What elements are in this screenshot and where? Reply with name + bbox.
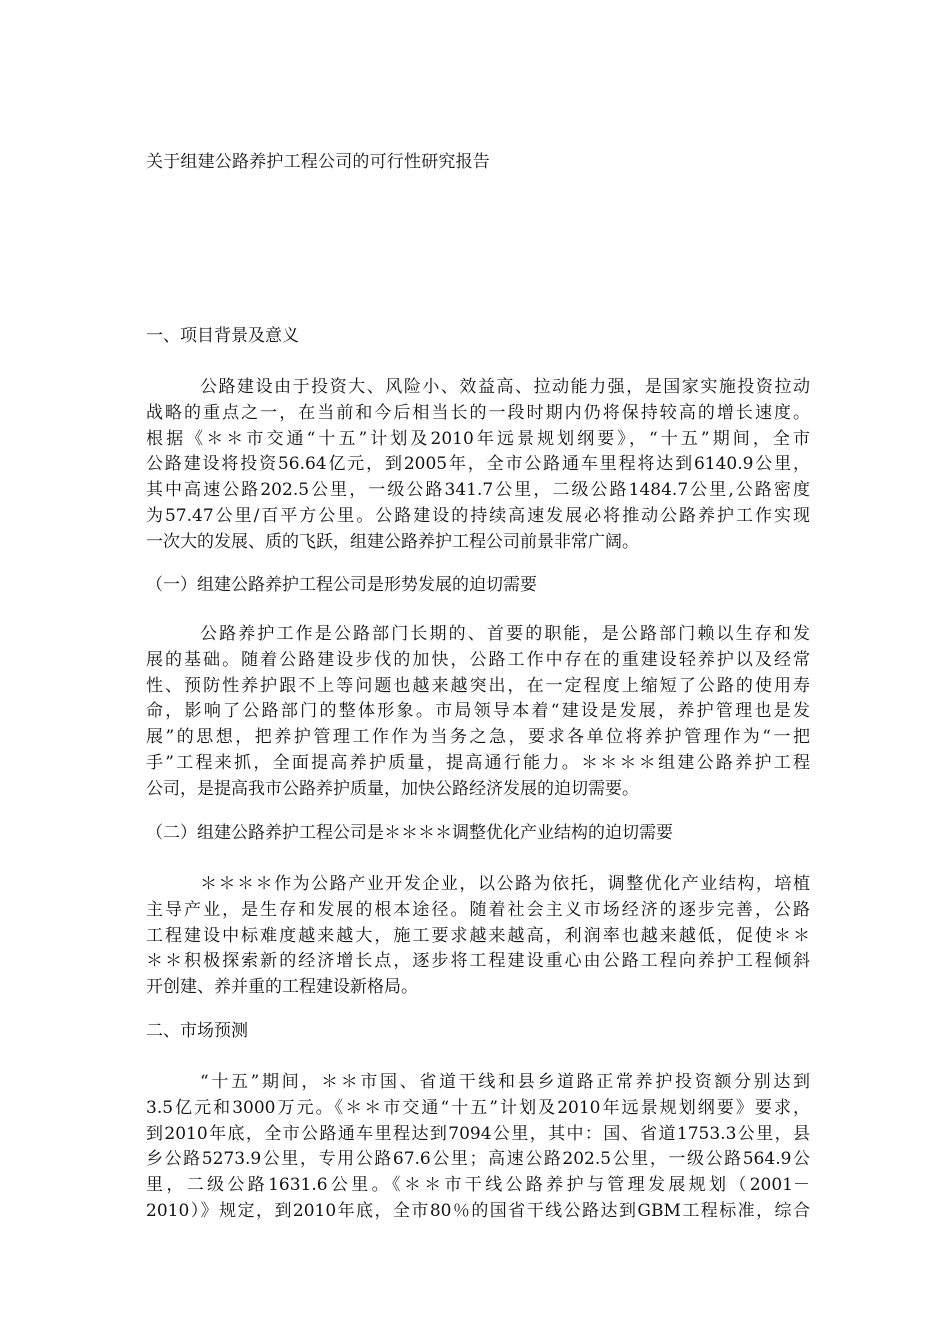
paragraph-line: 3.5亿元和3000万元。《＊＊市交通“十五”计划及2010年远景规划纲要》要求， <box>146 1097 810 1118</box>
subsection-heading-1: （一）组建公路养护工程公司是形势发展的迫切需要 <box>146 575 537 595</box>
paragraph-line: 主导产业，是生存和发展的根本途径。随着社会主义市场经济的逐步完善，公路 <box>146 899 810 920</box>
paragraph-line: 展”的思想，把养护管理工作作为当务之急，要求各单位将养护管理作为“一把 <box>146 727 810 748</box>
paragraph-line: 性、预防性养护跟不上等问题也越来越突出，在一定程度上缩短了公路的使用寿 <box>146 675 810 696</box>
paragraph-line: 到2010年底，全市公路通车里程达到7094公里，其中：国、省道1753.3公里，县 <box>146 1123 810 1144</box>
paragraph-line: 手”工程来抓，全面提高养护质量，提高通行能力。＊＊＊＊组建公路养护工程 <box>146 752 810 773</box>
section-heading-1: 一、项目背景及意义 <box>146 326 299 346</box>
subsection1-paragraph <box>146 622 810 803</box>
paragraph-line: 开创建、养并重的工程建设新格局。 <box>146 977 418 998</box>
subsection2-paragraph <box>146 872 810 1001</box>
paragraph-line: 公路养护工作是公路部门长期的、首要的职能，是公路部门赖以生存和发 <box>200 624 810 644</box>
paragraph-line: “十五”期间，＊＊市国、省道干线和县乡道路正常养护投资额分别达到 <box>200 1072 810 1092</box>
paragraph-line: 乡公路5273.9公里，专用公路67.6公里；高速公路202.5公里，一级公路564.9公 <box>146 1149 810 1170</box>
section1-paragraph <box>146 375 810 556</box>
paragraph-line: 公司，是提高我市公路养护质量，加快公路经济发展的迫切需要。 <box>146 778 639 799</box>
paragraph-line: 根据《＊＊市交通“十五”计划及2010年远景规划纲要》，“十五”期间，全市 <box>146 428 810 449</box>
paragraph-line: 战略的重点之一，在当前和今后相当长的一段时期内仍将保持较高的增长速度。 <box>146 402 810 423</box>
paragraph-line: 一次大的发展、质的飞跃，组建公路养护工程公司前景非常广阔。 <box>146 531 639 552</box>
subsection-heading-2: （二）组建公路养护工程公司是＊＊＊＊调整优化产业结构的迫切需要 <box>146 823 673 843</box>
paragraph-line: 2010）》规定，到2010年底，全市80％的国省干线公路达到GBM工程标准，综合 <box>146 1200 810 1221</box>
paragraph-line: 公路建设将投资56.64亿元，到2005年，全市公路通车里程将达到6140.9公里， <box>146 454 810 475</box>
paragraph-line: 展的基础。随着公路建设步伐的加快，公路工作中存在的重建设轻养护以及经常 <box>146 649 810 670</box>
section2-paragraph <box>146 1070 810 1225</box>
paragraph-line: ＊＊＊＊作为公路产业开发企业，以公路为依托，调整优化产业结构，培植 <box>200 874 810 894</box>
paragraph-line: ＊＊积极探索新的经济增长点，逐步将工程建设重心由公路工程向养护工程倾斜 <box>146 951 810 972</box>
paragraph-line: 里，二级公路1631.6公里。《＊＊市干线公路养护与管理发展规划（2001－ <box>146 1175 810 1196</box>
paragraph-line: 其中高速公路202.5公里，一级公路341.7公里，二级公路1484.7公里,公路密度 <box>146 480 810 501</box>
paragraph-line: 公路建设由于投资大、风险小、效益高、拉动能力强，是国家实施投资拉动 <box>200 377 810 397</box>
paragraph-line: 工程建设中标难度越来越大，施工要求越来越高，利润率也越来越低，促使＊＊ <box>146 925 810 946</box>
paragraph-line: 为57.47公里/百平方公里。公路建设的持续高速发展必将推动公路养护工作实现 <box>146 505 810 526</box>
document-title: 关于组建公路养护工程公司的可行性研究报告 <box>146 152 490 172</box>
section-heading-2: 二、市场预测 <box>146 1021 248 1041</box>
paragraph-line: 命，影响了公路部门的整体形象。市局领导本着“建设是发展，养护管理也是发 <box>146 701 810 722</box>
